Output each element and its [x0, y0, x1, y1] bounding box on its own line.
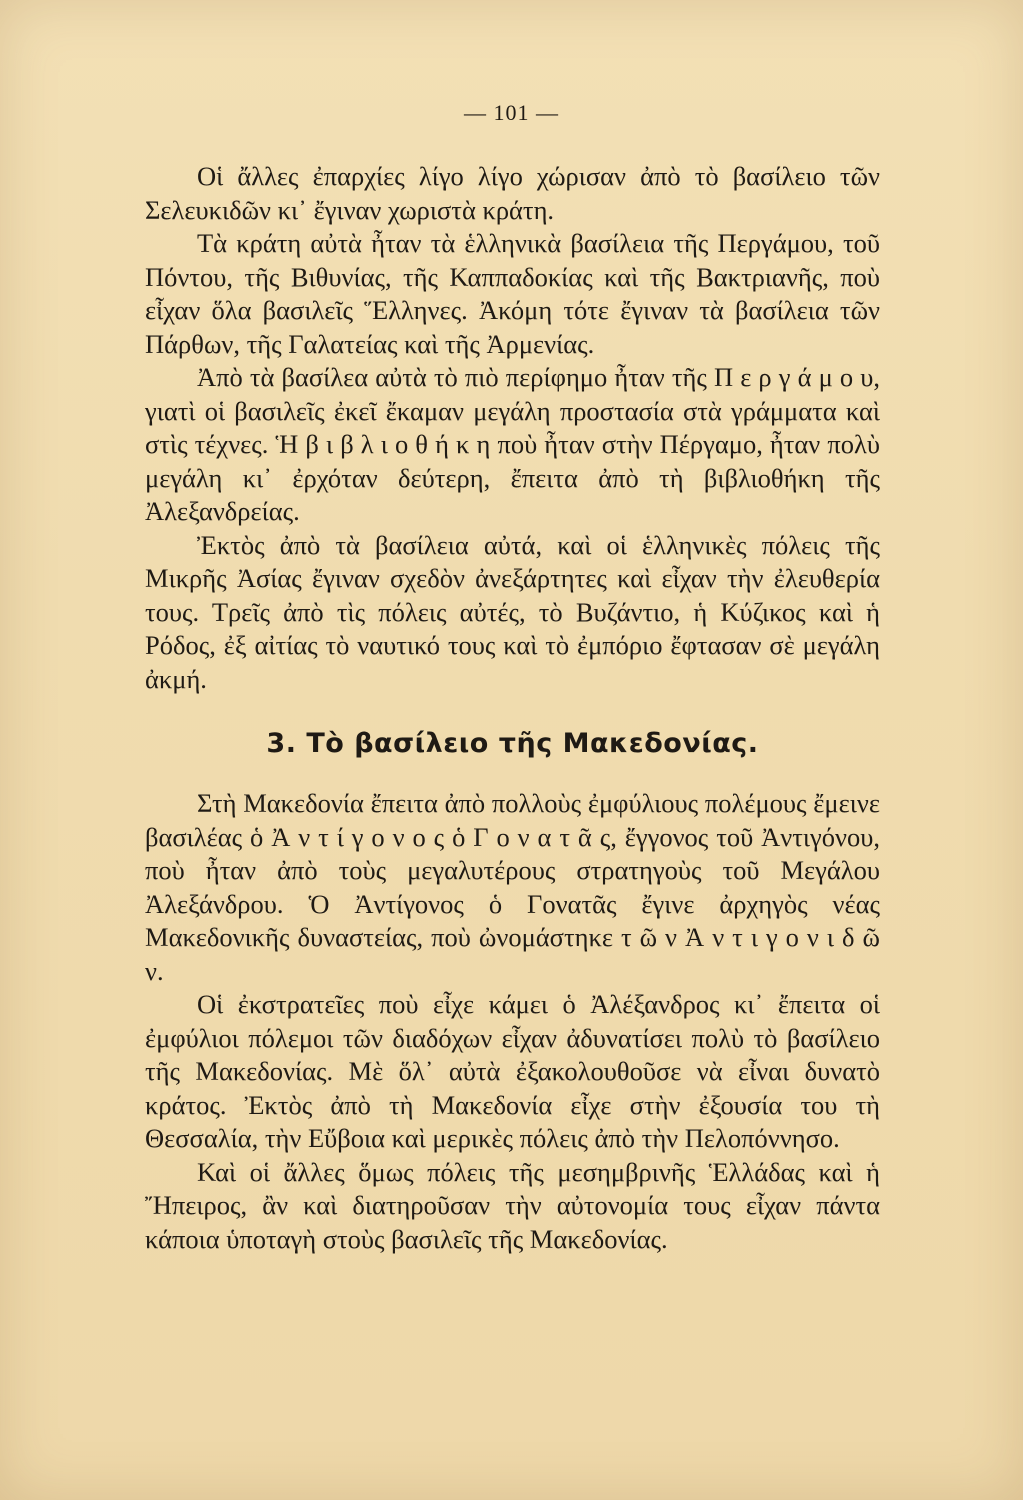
paragraph: Τὰ κράτη αὐτὰ ἦταν τὰ ἑλληνικὰ βασίλεια τῆς Περγάμου, τοῦ Πόντου, τῆς Βιθυνίας, τῆς Καππαδοκίας καὶ τῆς Βακτριανῆς, ποὺ εἶχαν ὅλα βασιλεῖς Ἕλληνες. Ἀκόμη τότε ἔγιναν τὰ βασίλεια τῶν Πάρθων, τῆς Γαλατείας καὶ τῆς Ἀρμενίας. [145, 228, 880, 359]
paragraph: Ἐκτὸς ἀπὸ τὰ βασίλεια αὐτά, καὶ οἱ ἑλληνικὲς πόλεις τῆς Μικρῆς Ἀσίας ἔγιναν σχεδὸν ἀνεξάρτητες καὶ εἶχαν τὴν ἐλευθερία τους. Τρεῖς ἀπὸ τὶς πόλεις αὐτές, τὸ Βυζάντιο, ἡ Κύζικος καὶ ἡ Ρόδος, ἐξ αἰτίας τὸ ναυτικό τους καὶ τὸ ἐμπόριο ἔφτασαν σὲ μεγάλη ἀκμή. [145, 529, 880, 694]
body-text [145, 160, 880, 1256]
paragraph: Καὶ οἱ ἄλλες ὅμως πόλεις τῆς μεσημβρινῆς Ἑλλάδας καὶ ἡ Ἤπειρος, ἂν καὶ διατηροῦσαν τὴν αὐτονομία τους εἶχαν πάντα κάποια ὑποταγὴ στοὺς βασιλεῖς τῆς Μακεδονίας. [145, 1156, 880, 1254]
paragraph: Οἱ ἐκστρατεῖες ποὺ εἶχε κάμει ὁ Ἀλέξανδρος κι᾿ ἔπειτα οἱ ἐμφύλιοι πόλεμοι τῶν διαδόχων εἶχαν ἀδυνατίσει πολὺ τὸ βασίλειο τῆς Μακεδονίας. Μὲ ὅλ᾿ αὐτὰ ἐξακολουθοῦσε νὰ εἶναι δυνατὸ κράτος. Ἐκτὸς ἀπὸ τὴ Μακεδονία εἶχε στὴν ἐξουσία του τὴ Θεσσαλία, τὴν Εὔβοια καὶ μερικὲς πόλεις ἀπὸ τὴν Πελοπόννησο. [145, 989, 880, 1153]
page-number: — 101 — [464, 100, 559, 125]
paragraph: Οἱ ἄλλες ἐπαρχίες λίγο λίγο χώρισαν ἀπὸ τὸ βασίλειο τῶν Σελευκιδῶν κι᾿ ἔγιναν χωριστὰ κράτη. [145, 161, 880, 225]
section-heading: 3. Τὸ βασίλειο τῆς Μακεδονίας. [266, 728, 759, 759]
paragraph: Στὴ Μακεδονία ἔπειτα ἀπὸ πολλοὺς ἐμφύλιους πολέμους ἔμεινε βασιλέας ὁ Ἀ ν τ ί γ ο ν ο ς ὁ Γ ο ν α τ ᾶ ς, ἔγγονος τοῦ Ἀντιγόνου, ποὺ ἦταν ἀπὸ τοὺς μεγαλυτέρους στρατηγοὺς τοῦ Μεγάλου Ἀλεξάνδρου. Ὁ Ἀντίγονος ὁ Γονατᾶς ἔγινε ἀρχηγὸς νέας Μακεδονικῆς δυναστείας, ποὺ ὠνομάστηκε τ ῶ ν Ἀ ν τ ι γ ο ν ι δ ῶ ν. [145, 788, 880, 986]
paragraph: Ἀπὸ τὰ βασίλεα αὐτὰ τὸ πιὸ περίφημο ἦταν τῆς Π ε ρ γ ά μ ο υ, γιατὶ οἱ βασιλεῖς ἐκεῖ ἔκαμαν μεγάλη προστασία στὰ γράμματα καὶ στὶς τέχνες. Ἡ β ι β λ ι ο θ ή κ η ποὺ ἦταν στὴν Πέργαμο, ἦταν πολὺ μεγάλη κι᾿ ἐρχόταν δεύτερη, ἔπειτα ἀπὸ τὴ βιβλιοθήκη τῆς Ἀλεξανδρείας. [145, 362, 880, 526]
